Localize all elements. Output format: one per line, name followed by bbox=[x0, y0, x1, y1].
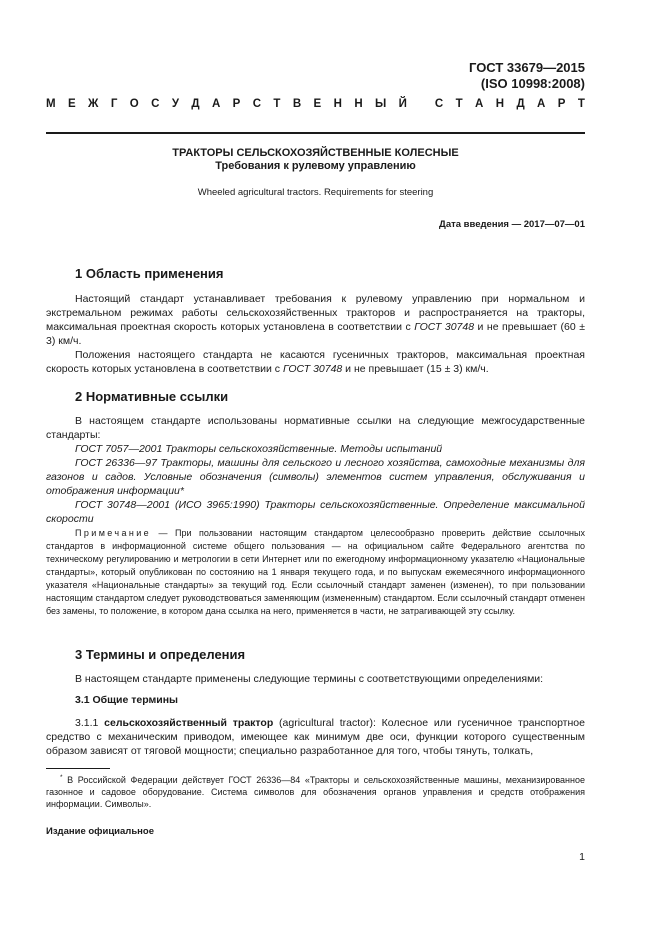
section-3-heading: 3 Термины и определения bbox=[75, 647, 246, 662]
banner-letter: Ж bbox=[88, 98, 99, 110]
text-run: и не превышает (60 ± 3) км/ч. bbox=[46, 321, 585, 347]
section-2-heading: 2 Нормативные ссылки bbox=[75, 389, 229, 404]
banner-letter: О bbox=[129, 98, 139, 110]
banner-letter: Т bbox=[273, 98, 281, 110]
banner-letter: С bbox=[434, 98, 444, 110]
banner-letter: Н bbox=[495, 98, 505, 110]
section-1-paragraph-1 bbox=[46, 292, 585, 348]
gost-designation bbox=[469, 60, 585, 92]
banner-letter: Е bbox=[67, 98, 76, 110]
note-label: Примечание bbox=[75, 528, 152, 538]
term-name: сельскохозяйственный трактор bbox=[104, 717, 274, 729]
footnote-rule bbox=[46, 768, 110, 769]
text-run: Настоящий стандарт устанавливает требования к рулевому управлению при нормальном и экстремальном режимах работы сельскохозяйственных тракторов и распространяется на тракторы, максимальная проектная скорость которых установлена в соответствии с bbox=[46, 293, 585, 333]
page-number: 1 bbox=[579, 851, 585, 863]
banner-letter: Т bbox=[455, 98, 463, 110]
banner-letter: Н bbox=[333, 98, 342, 110]
footnote bbox=[46, 772, 585, 810]
section-2-intro: В настоящем стандарте использованы нормативные ссылки на следующие межгосударственные стандарты: bbox=[46, 415, 585, 441]
term-number: 3.1.1 bbox=[75, 717, 105, 729]
footnote-text: В Российской Федерации действует ГОСТ 26336—84 «Тракторы и сельскохозяйственные машины, механизированное газонное и садовое оборудование. Система символов для обозначения органов управления и средств отображения информации. Символы». bbox=[46, 775, 585, 809]
gost-30748-reference: ГОСТ 30748 bbox=[282, 363, 343, 375]
banner-letter: А bbox=[475, 98, 484, 110]
term-3-1-1 bbox=[46, 716, 585, 758]
header-rule bbox=[46, 132, 585, 134]
introduction-date: Дата введения — 2017—07—01 bbox=[439, 219, 585, 230]
normative-reference: ГОСТ 30748—2001 (ИСО 3965:1990) Тракторы сельскохозяйственные. Определение максимальной скорости bbox=[46, 499, 585, 525]
gost-30748-reference: ГОСТ 30748 bbox=[414, 321, 475, 333]
banner-letter: Р bbox=[557, 98, 566, 110]
banner-letter: У bbox=[171, 98, 179, 110]
document-title bbox=[46, 147, 585, 173]
banner-letter: С bbox=[252, 98, 262, 110]
section-1-body bbox=[46, 292, 585, 376]
banner-letter: Г bbox=[110, 98, 118, 110]
normative-reference: ГОСТ 7057—2001 Тракторы сельскохозяйственные. Методы испытаний bbox=[75, 443, 443, 455]
banner-letter: Е bbox=[313, 98, 322, 110]
banner-letter: Д bbox=[516, 98, 525, 110]
banner-letter bbox=[419, 98, 422, 110]
banner-letter: С bbox=[151, 98, 160, 110]
footnote-paragraph bbox=[46, 772, 585, 810]
banner-letter: М bbox=[46, 98, 56, 110]
title-en: Wheeled agricultural tractors. Requirements for steering bbox=[197, 187, 434, 198]
title-ru-sub: Требования к рулевому управлению bbox=[215, 160, 416, 172]
gost-number: ГОСТ 33679—2015 bbox=[469, 60, 585, 75]
text-run: Положения настоящего стандарта не касаются гусеничных тракторов, максимальная проектная скорость которых установлена в соответствии с bbox=[46, 349, 585, 375]
banner-letter: В bbox=[292, 98, 302, 110]
note-text: — При пользовании настоящим стандартом целесообразно проверить действие ссылочных стандартов в информационной системе общего пользования — на официальном сайте Федерального агентства по техническому регулированию и метрологии в сети Интернет или по ежегодному информационному указателю «Национальные стандарты», который опубликован по состоянию на 1 января текущего года, и по выпускам ежемесячного информационного указателя «Национальные стандарты» за текущий год. Если ссылочный стандарт заменен (изменен), то при пользовании настоящим стандартом следует руководствоваться заменяющим (измененным) стандартом. Если ссылочный стандарт отменен без замены, то положение, в котором дана ссылка на него, применяется в части, не затрагивающей эту ссылку. bbox=[46, 528, 585, 616]
note-paragraph bbox=[46, 527, 585, 618]
banner-letter: Д bbox=[191, 98, 200, 110]
banner-letter: А bbox=[537, 98, 546, 110]
section-1-paragraph-2 bbox=[46, 348, 585, 376]
section-3-intro bbox=[46, 672, 585, 686]
banner-letter: А bbox=[211, 98, 221, 110]
section-2-body bbox=[46, 414, 585, 526]
term-text: (agricultural tractor): Колесное или гусеничное транспортное средство с механическим приводом, имеющее как минимум две оси, функции которого существенным образом зависят от тяговой мощности; специально разработанное для того, чтобы тянуть, толкать, bbox=[46, 717, 585, 757]
section-2-note bbox=[46, 527, 585, 618]
banner-letter: Т bbox=[577, 98, 585, 110]
section-1-heading: 1 Область применения bbox=[75, 266, 224, 281]
title-ru-main: ТРАКТОРЫ СЕЛЬСКОХОЗЯЙСТВЕННЫЕ КОЛЕСНЫЕ bbox=[172, 147, 459, 159]
banner-letter: Й bbox=[398, 98, 407, 110]
interstate-standard-banner bbox=[46, 98, 585, 110]
footnote-mark: * bbox=[60, 774, 63, 781]
banner-letter: Н bbox=[354, 98, 363, 110]
subsection-3-1-heading: 3.1 Общие термины bbox=[75, 694, 179, 706]
official-edition-label: Издание официальное bbox=[46, 826, 154, 837]
term-definition bbox=[46, 716, 585, 758]
text-run: и не превышает (15 ± 3) км/ч. bbox=[342, 363, 489, 375]
section-3-intro-text: В настоящем стандарте применены следующие термины с соответствующими определениями: bbox=[75, 673, 544, 685]
banner-letter: Р bbox=[232, 98, 241, 110]
normative-reference: ГОСТ 26336—97 Тракторы, машины для сельского и лесного хозяйства, самоходные механизмы для газонов и садов. Условные обозначения (символы) элементов систем управления, обслуживания и отображения информации* bbox=[46, 457, 585, 497]
iso-number: (ISO 10998:2008) bbox=[480, 76, 585, 91]
banner-letter: Ы bbox=[375, 98, 387, 110]
